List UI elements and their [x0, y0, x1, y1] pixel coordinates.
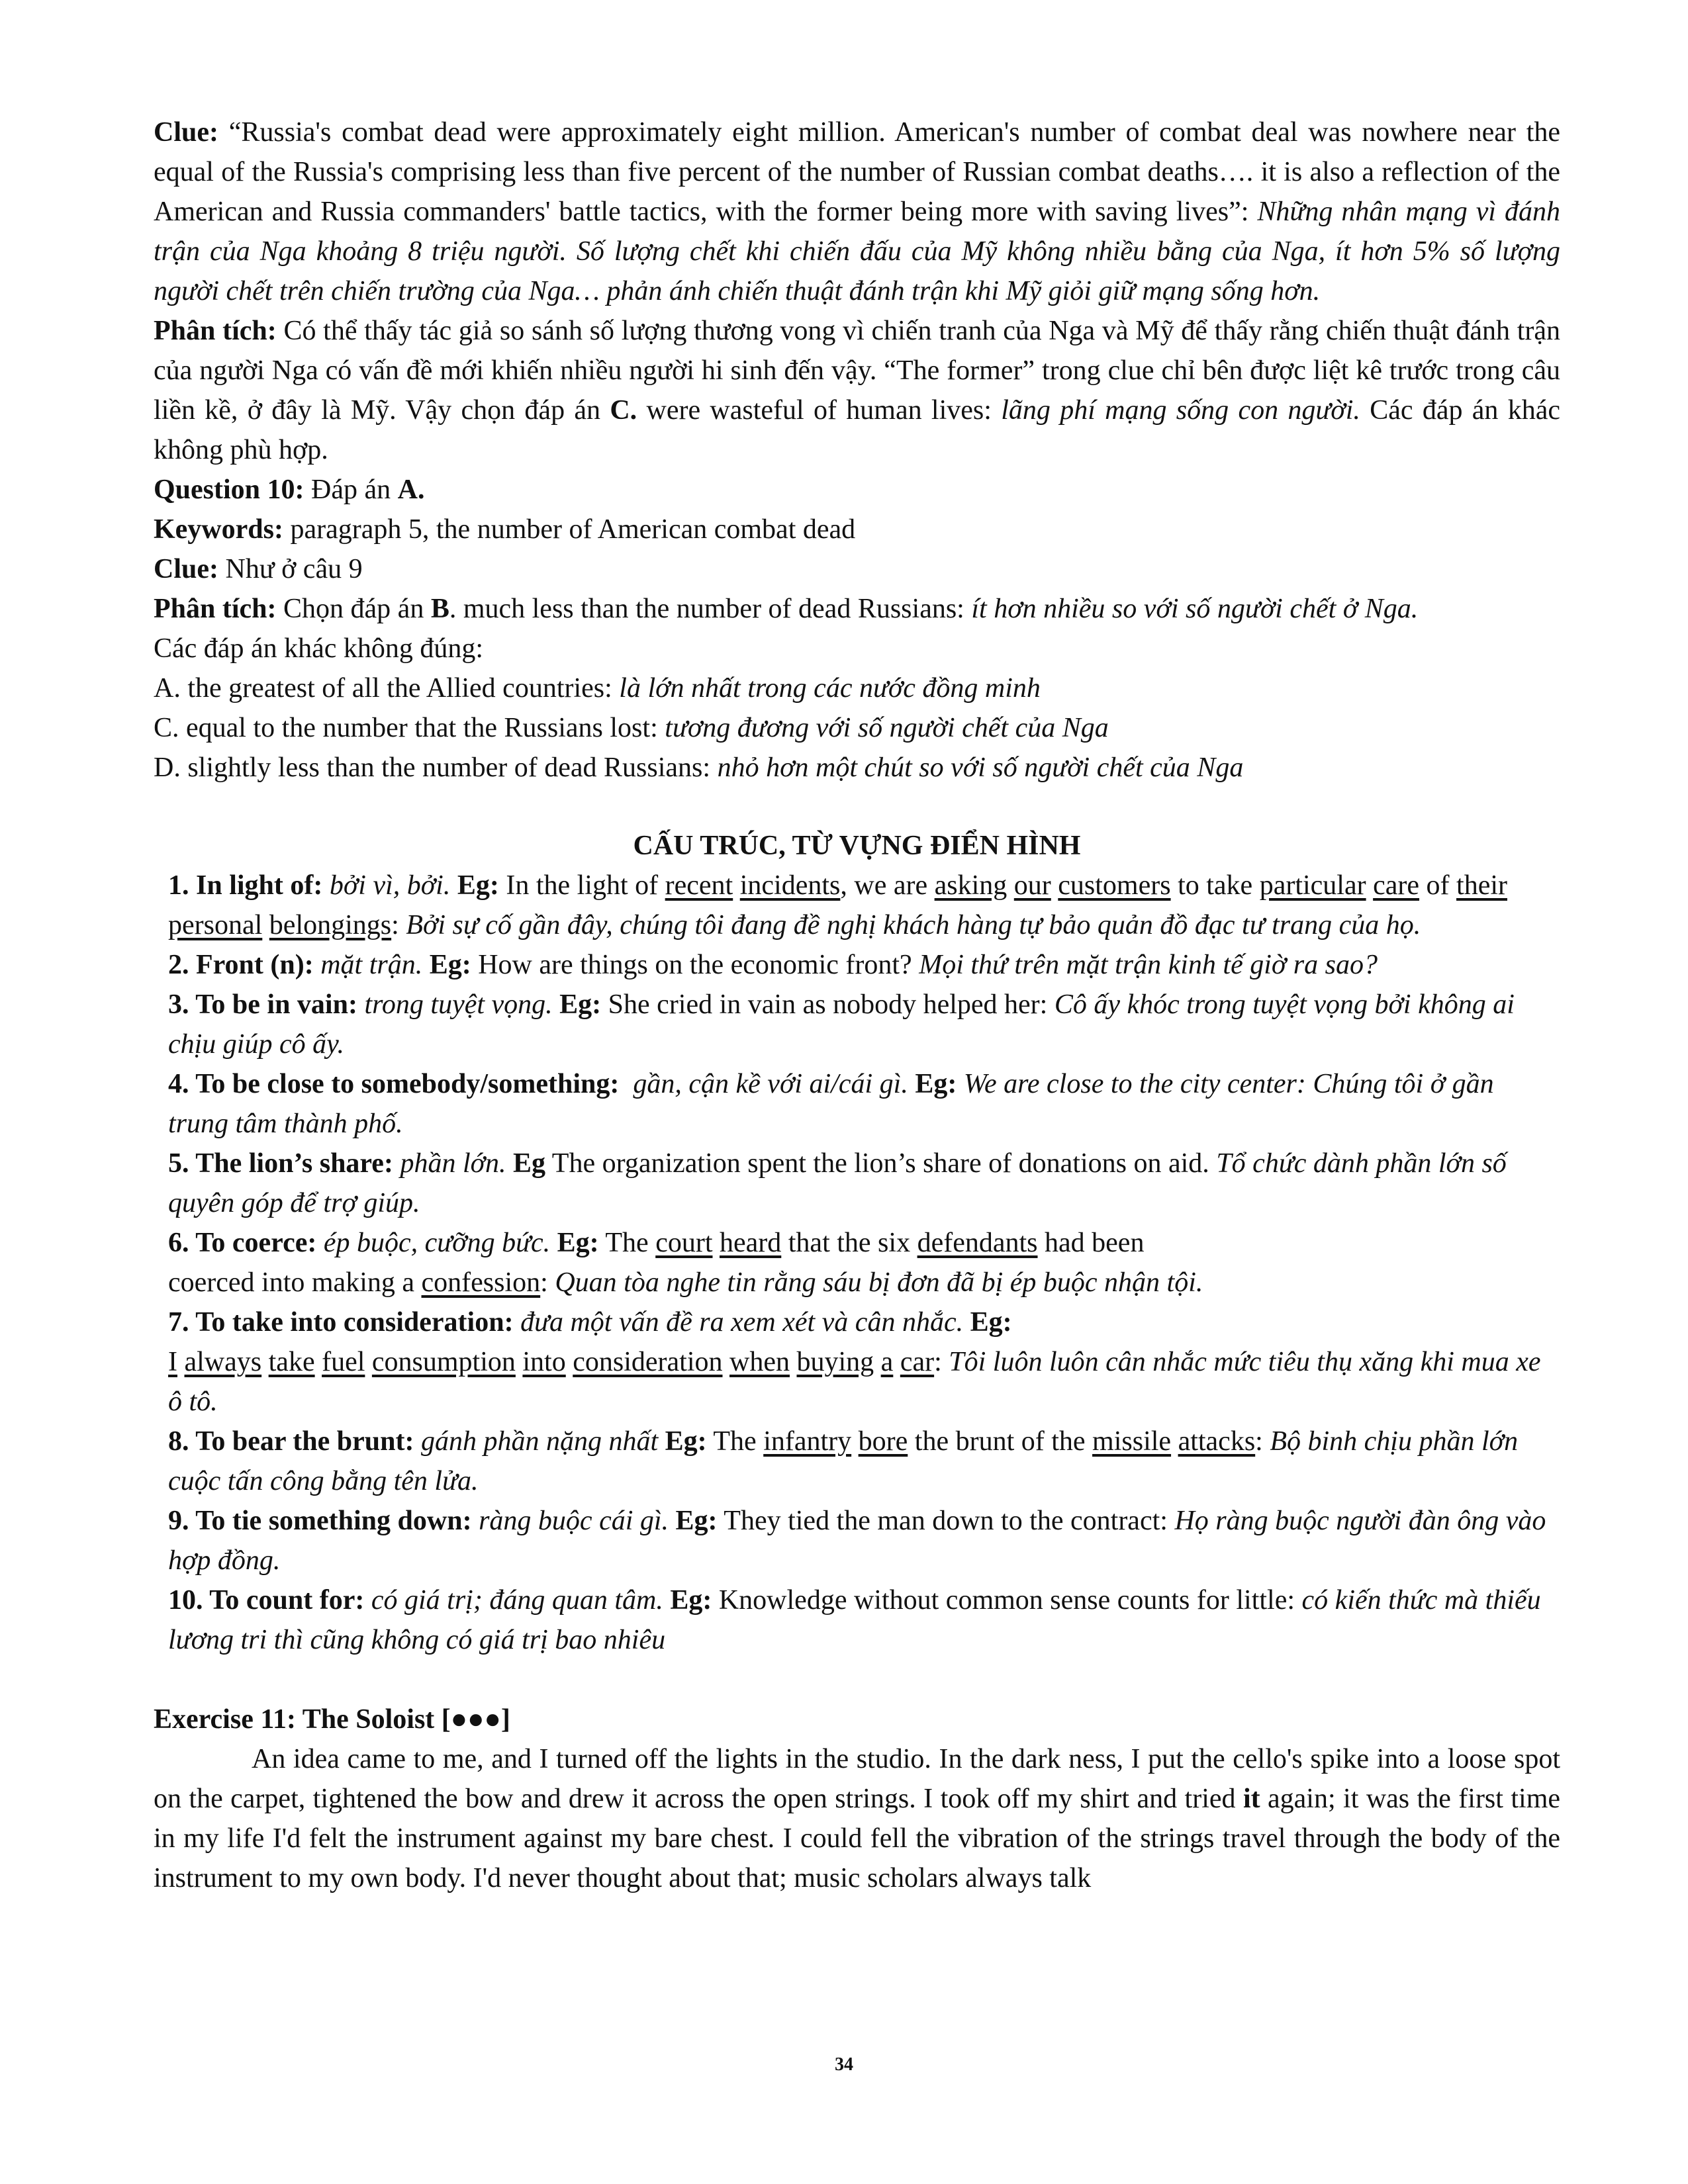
vocab-item [154, 1580, 1560, 1660]
analysis-label: Phân tích: [154, 316, 277, 346]
vocab-eg: Eg [513, 1148, 546, 1179]
option-vi: tương đương với số người chết của Nga [665, 713, 1109, 743]
vocab-example: The court heard that the six defendants had been coerced into making a confession: [168, 1228, 1145, 1298]
vocab-meaning: gánh phần nặng nhất [420, 1426, 659, 1457]
vocab-example: I always take fuel consumption into consideration when buying a car: [168, 1347, 942, 1377]
vocab-eg: Eg: [557, 1228, 599, 1258]
vocab-meaning: có giá trị; đáng quan tâm. [371, 1585, 663, 1615]
q10-analysis-option-vi: ít hơn nhiều so với số người chết ở Nga. [971, 594, 1419, 624]
vocab-term: 8. To bear the brunt: [168, 1426, 414, 1457]
clue-translation: Những nhân mạng vì đánh trận của Nga khoảng 8 triệu người. Số lượng chết khi chiến đấu của Mỹ không nhiều bằng của Nga, ít hơn 5% số lượng người chết trên chiến trường của Nga… phản ánh chiến thuật đánh trận khi Mỹ giỏi giữ mạng sống hơn. [154, 197, 1561, 306]
vocab-meaning: ép buộc, cưỡng bức. [323, 1228, 551, 1258]
vocab-term: 4. To be close to somebody/something: [168, 1069, 620, 1099]
passage-text: An idea came to me, and I turned off the lights in the studio. In the dark ness, I put the cello's spike into a loose spot on the carpet, tightened the bow and drew it across the open strings. I took off my shirt and tried [154, 1744, 1560, 1814]
vocab-term: 5. The lion’s share: [168, 1148, 393, 1179]
vocab-example: How are things on the economic front? [478, 950, 912, 980]
vocab-item [154, 1302, 1560, 1422]
vocab-term: 6. To coerce: [168, 1228, 317, 1258]
vocab-translation: Họ ràng buộc người đàn ông vào hợp đồng. [168, 1506, 1546, 1576]
exercise-title: Exercise 11: The Soloist [●●●] [154, 1704, 510, 1735]
q10-answer-letter: A. [397, 475, 425, 505]
vocab-term: 7. To take into consideration: [168, 1307, 514, 1338]
vocab-example: They tied the man down to the contract: [724, 1506, 1168, 1536]
q10-keywords [154, 510, 1560, 549]
q10-clue-text: Như ở câu 9 [225, 554, 363, 584]
vocab-meaning: mặt trận. [320, 950, 423, 980]
vocab-example: She cried in vain as nobody helped her: [608, 989, 1048, 1020]
vocab-meaning: trong tuyệt vọng. [364, 989, 553, 1020]
vocab-example: The infantry bore the brunt of the missile attacks: [713, 1426, 1263, 1457]
vocab-translation: Tôi luôn luôn cân nhắc mức tiêu thụ xăng khi mua xe ô tô. [168, 1347, 1541, 1417]
vocab-item [154, 1223, 1560, 1302]
clue-label: Clue: [154, 117, 218, 148]
vocab-meaning: đưa một vấn đề ra xem xét và cân nhắc. [520, 1307, 964, 1338]
vocab-example: The organization spent the lion’s share of donations on aid. [551, 1148, 1209, 1179]
q9-analysis [154, 311, 1560, 470]
passage-bold-word: it [1243, 1784, 1260, 1814]
q10-clue [154, 549, 1560, 589]
keywords-text: paragraph 5, the number of American combat dead [290, 514, 856, 545]
q10-analysis-pre: Chọn đáp án [283, 594, 424, 624]
vocab-translation: Mọi thứ trên mặt trận kinh tế giờ ra sao? [919, 950, 1378, 980]
q10-analysis-label: Phân tích: [154, 594, 277, 624]
analysis-answer: C. [610, 395, 637, 426]
keywords-label: Keywords: [154, 514, 283, 545]
q9-clue [154, 113, 1560, 311]
document-page [154, 113, 1560, 1898]
q10-clue-label: Clue: [154, 554, 218, 584]
vocab-item [154, 866, 1560, 945]
vocab-term: 10. To count for: [168, 1585, 365, 1615]
vocab-translation: có kiến thức mà thiếu lương tri thì cũng không có giá trị bao nhiêu [168, 1585, 1541, 1655]
option-en: C. equal to the number that the Russians lost: [154, 713, 658, 743]
vocab-item [154, 945, 1560, 985]
analysis-text: Có thể thấy tác giả so sánh số lượng thương vong vì chiến tranh của Nga và Mỹ để thấy rằng chiến thuật đánh trận của người Nga có vấn đề mới khiến nhiều người hi sinh đến vậy. “The former” trong clue chỉ bên được liệt kê trước trong câu liền kề, ở đây là Mỹ. Vậy chọn đáp án [154, 316, 1561, 426]
vocab-item [154, 1501, 1560, 1580]
q10-analysis-letter: B [430, 594, 449, 624]
page-number: 34 [835, 2054, 853, 2075]
vocab-heading: CẤU TRÚC, TỪ VỰNG ĐIỂN HÌNH [633, 831, 1081, 861]
q10-other-option [154, 748, 1560, 788]
vocab-eg: Eg: [559, 989, 602, 1020]
clue-quote: “Russia's combat dead were approximately eight million. American's number of combat deal was nowhere near the equal of the Russia's comprising less than five percent of the number of Russian combat deaths…. it is also a reflection of the American and Russia commanders' battle tactics, with the former being more with saving lives”: [154, 117, 1560, 227]
q10-title: Question 10: [154, 475, 305, 505]
q10-analysis [154, 589, 1560, 629]
exercise-passage [154, 1739, 1560, 1898]
vocab-meaning: ràng buộc cái gì. [479, 1506, 669, 1536]
vocab-eg: Eg: [429, 950, 471, 980]
vocab-item [154, 1064, 1560, 1144]
vocab-example: We are close to the city center: [963, 1069, 1306, 1099]
option-en: A. the greatest of all the Allied countries: [154, 673, 612, 704]
vocab-translation: Bởi sự cố gần đây, chúng tôi đang đề nghị khách hàng tự bảo quản đồ đạc tư trang của họ. [406, 910, 1421, 940]
vocab-meaning: phần lớn. [400, 1148, 506, 1179]
vocab-term: 3. To be in vain: [168, 989, 357, 1020]
q10-other-option [154, 668, 1560, 708]
vocab-eg: Eg: [675, 1506, 718, 1536]
q10-other-option [154, 708, 1560, 748]
vocab-translation: Tổ chức dành phần lớn số quyên góp để trợ giúp. [168, 1148, 1507, 1218]
vocab-term: 2. Front (n): [168, 950, 314, 980]
option-vi: nhỏ hơn một chút so với số người chết của Nga [717, 752, 1244, 783]
vocab-eg: Eg: [915, 1069, 957, 1099]
vocab-translation: Quan tòa nghe tin rằng sáu bị đơn đã bị ép buộc nhận tội. [555, 1267, 1203, 1298]
vocab-item [154, 1422, 1560, 1501]
analysis-option-vi: lãng phí mạng sống con người. [1001, 395, 1360, 426]
option-vi: là lớn nhất trong các nước đồng minh [619, 673, 1041, 704]
vocab-translation: Chúng tôi ở gần trung tâm thành phố. [168, 1069, 1494, 1139]
vocab-meaning: gần, cận kề với ai/cái gì. [633, 1069, 908, 1099]
vocab-translation: Bộ binh chịu phần lớn cuộc tấn công bằng tên lửa. [168, 1426, 1519, 1496]
option-en: D. slightly less than the number of dead Russians: [154, 752, 711, 783]
q10-others-intro: Các đáp án khác không đúng: [154, 633, 484, 664]
passage-text-end: again; it was the first time in my life I'd felt the instrument against my bare chest. I could fell the vibration of the strings travel through the body of the instrument to my own body. I'd never thought about that; music scholars always talk [154, 1784, 1561, 1893]
vocab-item [154, 1144, 1560, 1223]
analysis-option: were wasteful of human lives: [646, 395, 992, 426]
q10-analysis-option: . much less than the number of dead Russians: [449, 594, 964, 624]
vocab-eg: Eg: [665, 1426, 707, 1457]
vocab-term: 1. In light of: [168, 870, 323, 901]
vocab-meaning: bởi vì, bởi. [329, 870, 451, 901]
vocab-term: 9. To tie something down: [168, 1506, 472, 1536]
vocab-item [154, 985, 1560, 1064]
analysis-end: Các đáp án khác không phù hợp. [154, 395, 1561, 465]
q10-title-line [154, 470, 1560, 510]
vocab-translation: Cô ấy khóc trong tuyệt vọng bởi không ai chịu giúp cô ấy. [168, 989, 1515, 1060]
vocab-example: Knowledge without common sense counts for little: [718, 1585, 1295, 1615]
q10-answer-text: Đáp án [311, 475, 391, 505]
vocab-eg: Eg: [670, 1585, 712, 1615]
vocab-eg: Eg: [457, 870, 499, 901]
vocab-example: In the light of recent incidents, we are asking our customers to take particular care of their personal belongings: [168, 870, 1507, 940]
vocab-eg: Eg: [970, 1307, 1012, 1338]
